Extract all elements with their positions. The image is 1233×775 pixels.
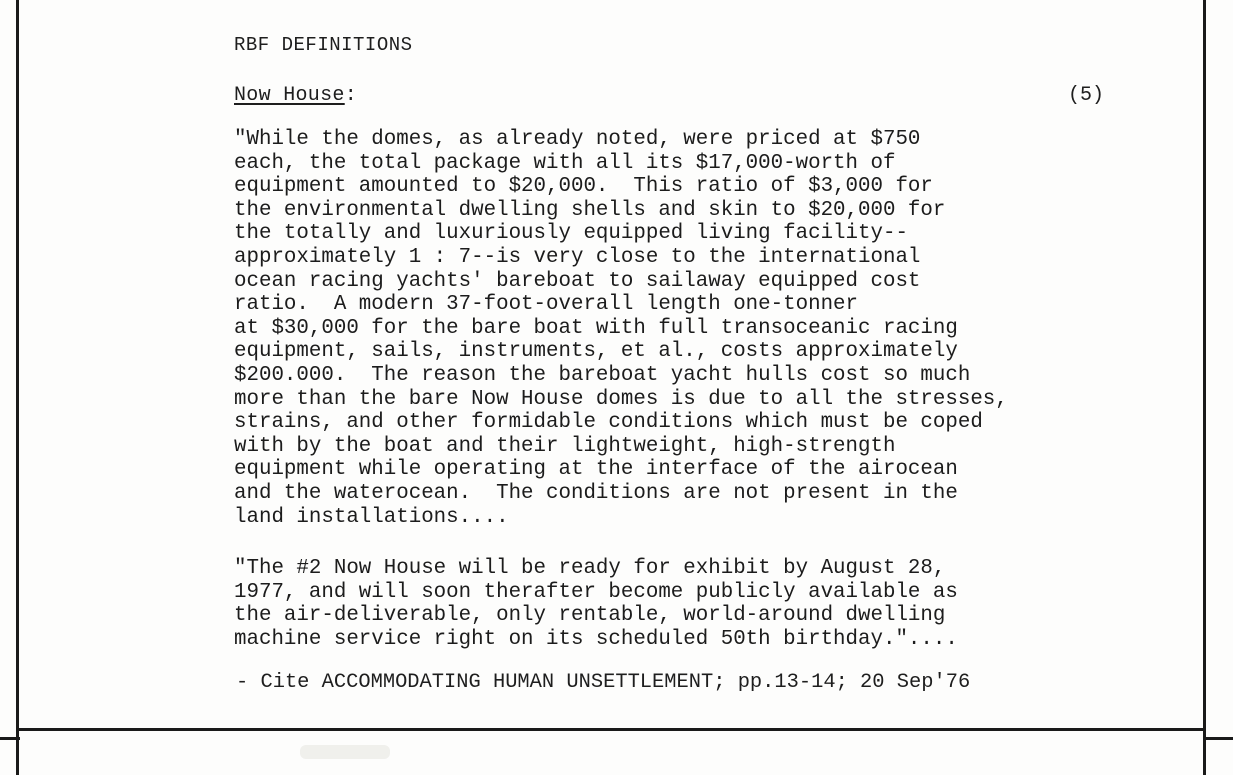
entry-title-colon: : [344, 84, 358, 107]
card-divider-left [0, 737, 20, 740]
next-index-card [16, 731, 1206, 775]
quote-paragraph-2: "The #2 Now House will be ready for exhibit by August 28, 1977, and will soon therafter become publicly available as the air-deliverable, only rentable, world-around dwelling machine service right on its scheduled 50th birthday.".... [234, 557, 958, 651]
quote-paragraph-1: "While the domes, as already noted, were priced at $750 each, the total package with all its $17,000-worth of equipment amounted to $20,000. This ratio of $3,000 for the environmental dwelling shells and skin to $20,000 for the totally and luxuriously equipped living facility-- approximately 1 : 7--is very close to the international ocean racing yachts' bareboat to sailaway equipped cost ratio. A modern 37-foot-overall length one-tonner at $30,000 for the bare boat with full transoceanic racing equipment, sails, instruments, et al., costs approximately $200.000. The reason the bareboat yacht hulls cost so much more than the bare Now House domes is due to all the stresses, strains, and other formidable conditions which must be coped with by the boat and their lightweight, high-strength equipment while operating at the interface of the airocean and the waterocean. The conditions are not present in the land installations.... [234, 128, 1008, 529]
document-header: RBF DEFINITIONS [234, 34, 413, 56]
citation: - Cite ACCOMMODATING HUMAN UNSETTLEMENT; pp.13-14; 20 Sep'76 [236, 671, 971, 694]
card-divider-right [1204, 737, 1233, 740]
entry-title [234, 84, 357, 107]
page-number: (5) [1068, 84, 1105, 107]
paper-smudge [300, 745, 390, 759]
entry-title-text: Now House [234, 84, 345, 107]
